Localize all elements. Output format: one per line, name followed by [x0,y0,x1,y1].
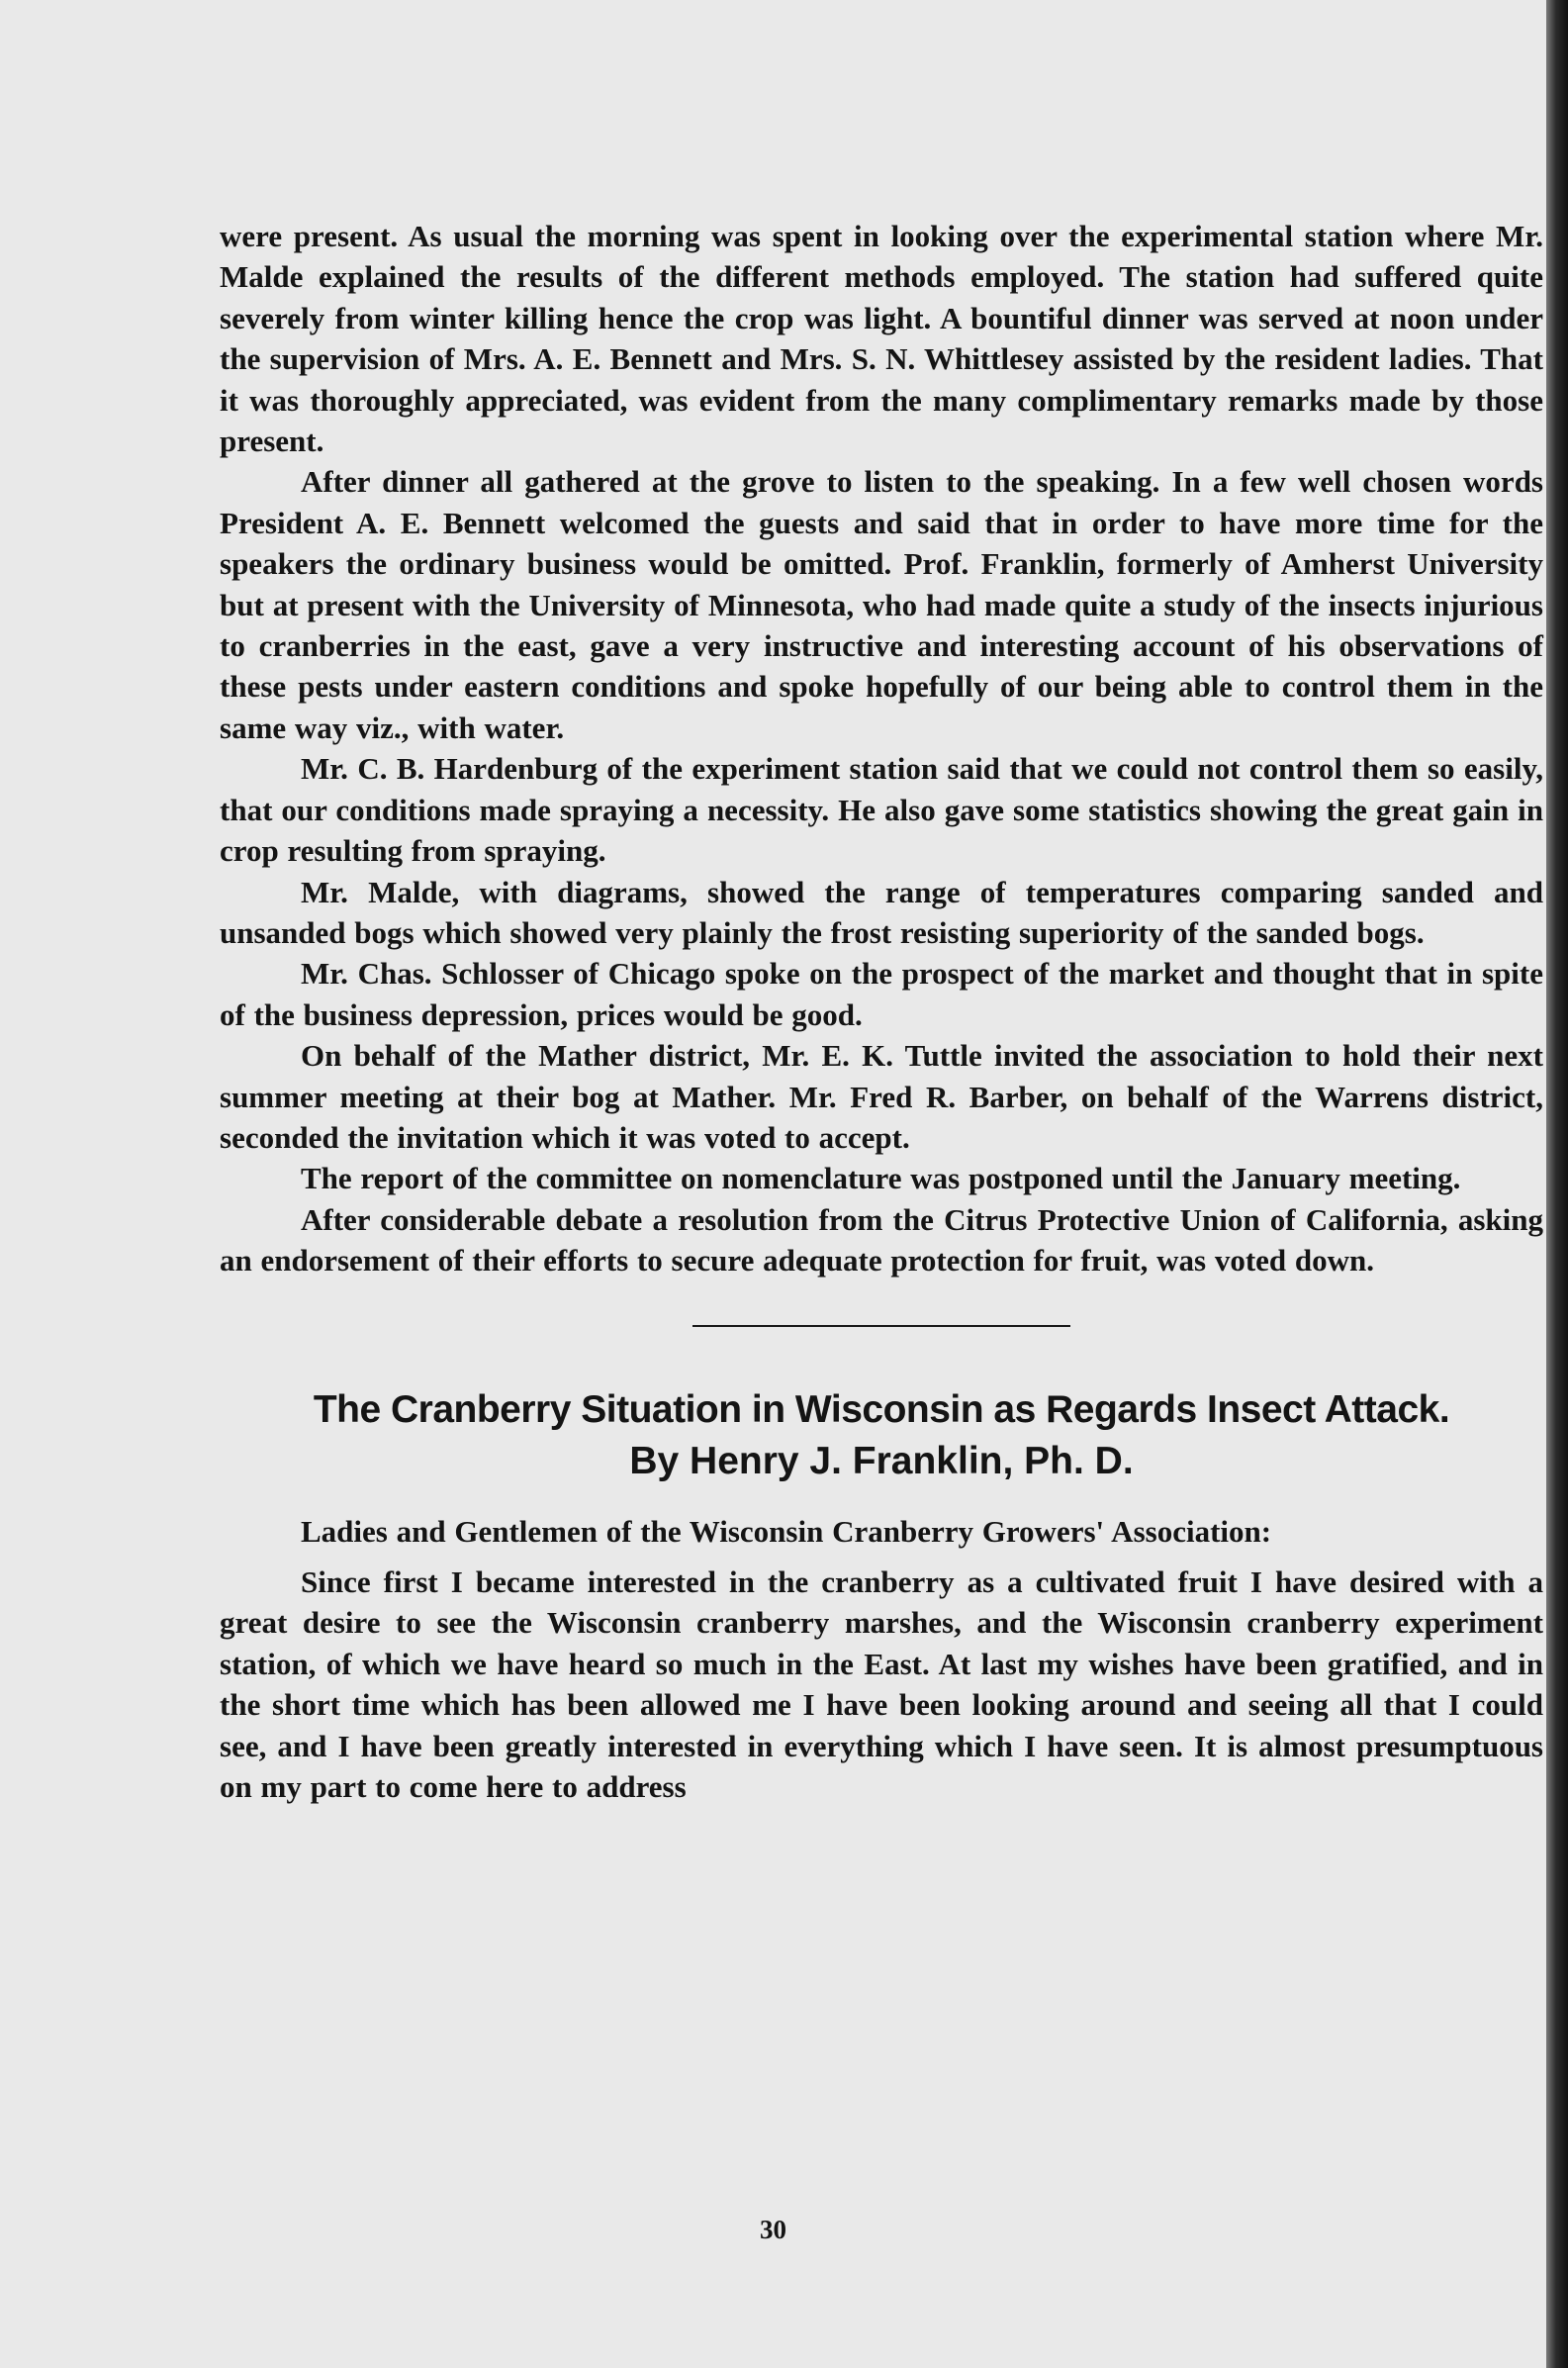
paragraph-citrus-resolution: After considerable debate a resolution from the Citrus Protective Union of California, asking an endorsement of their efforts to secure adequate protection for fruit, was voted down. [220,1201,1543,1279]
article-byline: By Henry J. Franklin, Ph. D. [629,1439,1134,1482]
paragraph-malde: Mr. Malde, with diagrams, showed the range of temperatures comparing sanded and unsanded bogs which showed very plainly the frost resisting superiority of the sanded bogs. [220,874,1543,950]
section-divider [692,1325,1070,1327]
paragraph-nomenclature: The report of the committee on nomenclature was postponed until the January meeting. [301,1161,1461,1196]
page-binding-edge [1546,0,1568,2368]
paragraph-schlosser: Mr. Chas. Schlosser of Chicago spoke on the prospect of the market and thought that in spite of the business depression, prices would be good. [220,956,1543,1032]
article-body: Since first I became interested in the cranberry as a cultivated fruit I have desired with a great desire to see the Wisconsin cranberry marshes, and the Wisconsin cranberry experiment station, of which we have heard so much in the East. At last my wishes have been gratified, and in the short time which has been allowed me I have been looking around and seeing all that I could see, and I have been greatly interested in everything which I have seen. It is almost presumptuous on my part to come here to address [220,1563,1543,1804]
paragraph-station-visit: were present. As usual the morning was spent in looking over the experimental station where Mr. Malde explained the results of the different methods employed. The station had suffered quite severely from winter killing hence the crop was light. A bountiful dinner was served at noon under the supervision of Mrs. A. E. Bennett and Mrs. S. N. Whittlesey assisted by the resident ladies. That it was thoroughly appreciated, was evident from the many complimentary remarks made by those present. [220,219,1543,459]
article-salutation: Ladies and Gentlemen of the Wisconsin Cranberry Growers' Association: [301,1513,1272,1549]
page-content [220,216,1543,1807]
page-number: 30 [760,2215,786,2244]
paragraph-mather-invitation: On behalf of the Mather district, Mr. E. K. Tuttle invited the association to hold their next summer meeting at their bog at Mather. Mr. Fred R. Barber, on behalf of the Warrens district, seconded the invitation which it was voted to accept. [220,1038,1543,1155]
paragraph-after-dinner: After dinner all gathered at the grove to listen to the speaking. In a few well chosen words President A. E. Bennett welcomed the guests and said that in order to have more time for the speakers the ordinary business would be omitted. Prof. Franklin, formerly of Amherst University but at present with the University of Minnesota, who had made quite a study of the insects injurious to cranberries in the east, gave a very instructive and interesting account of his observations of these pests under eastern conditions and spoke hopefully of our being able to control them in the same way viz., with water. [220,464,1543,745]
paragraph-hardenburg: Mr. C. B. Hardenburg of the experiment station said that we could not control them so easily, that our conditions made spraying a necessity. He also gave some statistics showing the great gain in crop resulting from spraying. [220,751,1543,869]
article-title: The Cranberry Situation in Wisconsin as Regards Insect Attack. [313,1387,1450,1431]
